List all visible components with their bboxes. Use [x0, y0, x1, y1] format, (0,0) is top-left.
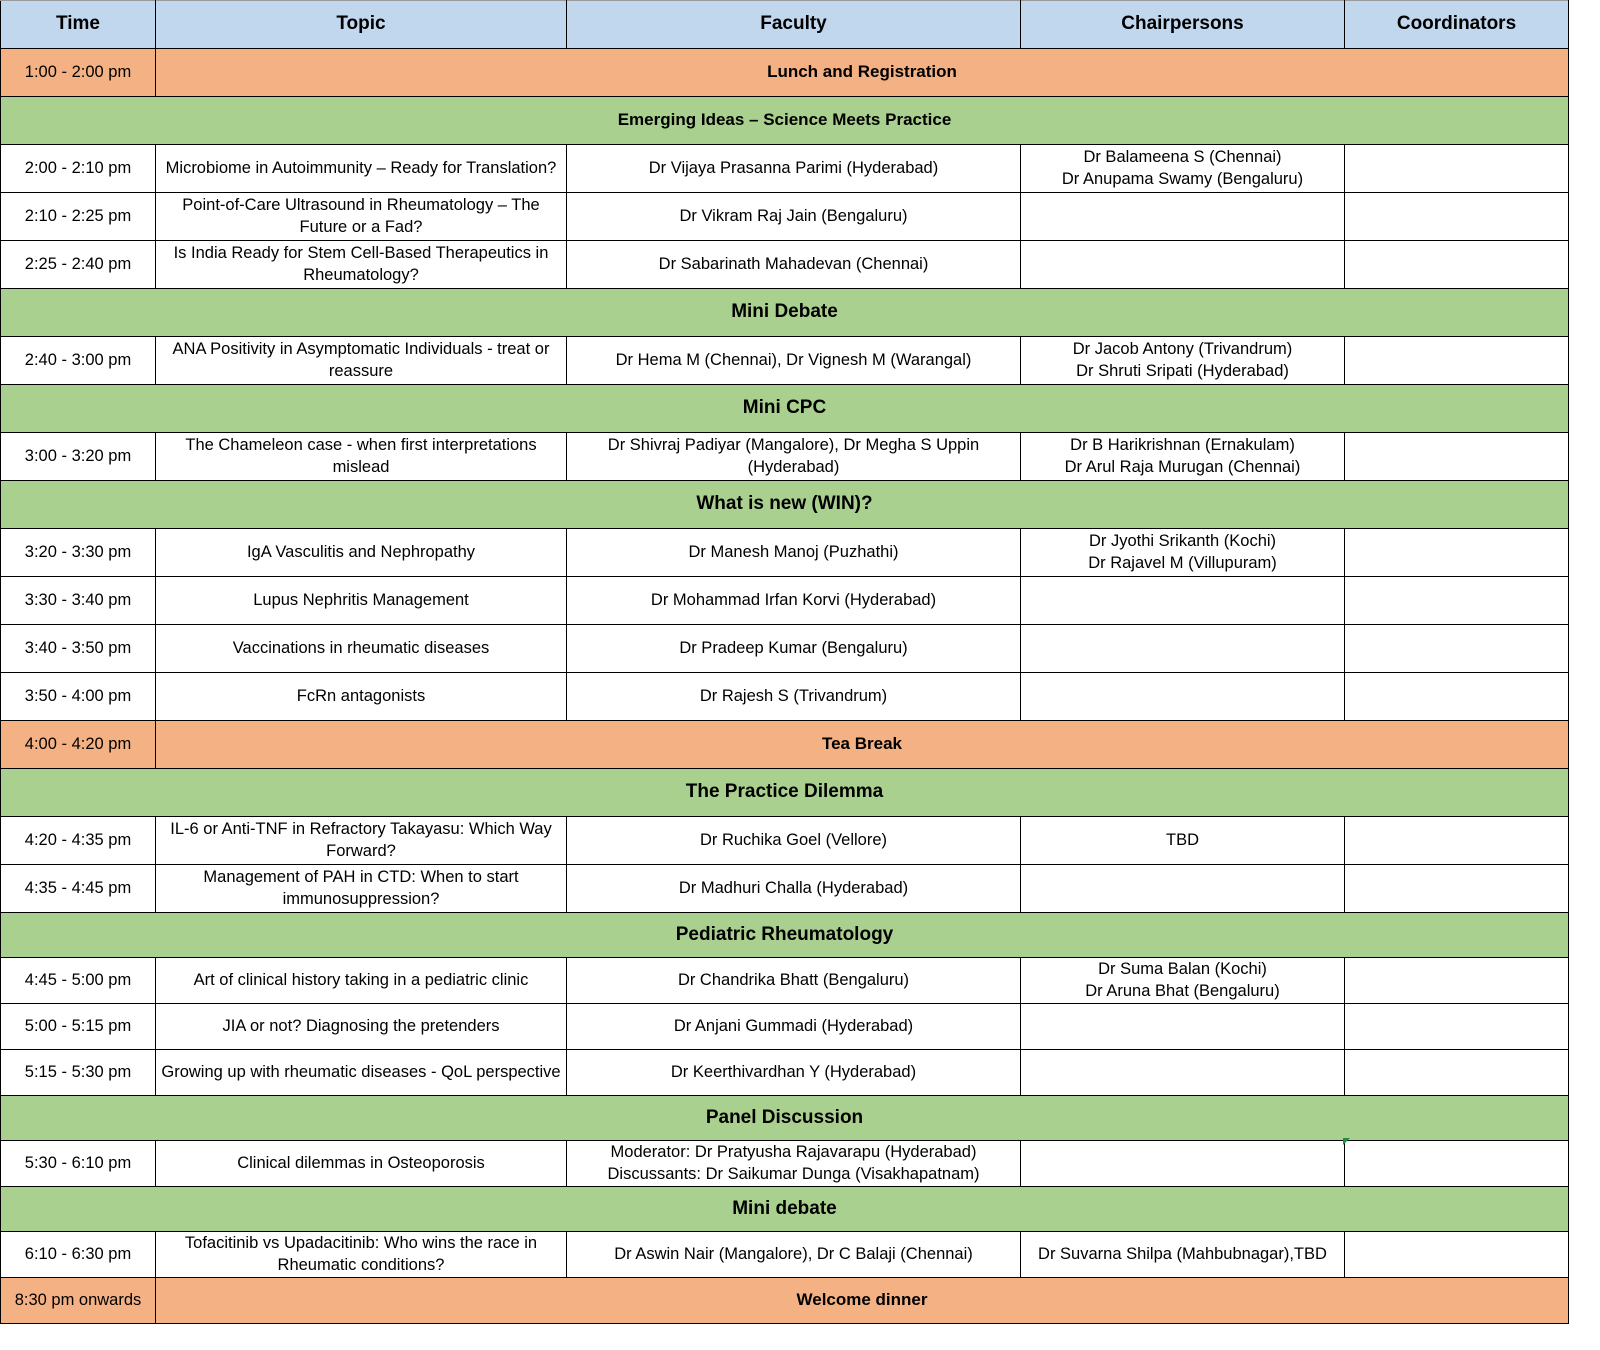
session-time: 3:00 - 3:20 pm: [1, 433, 156, 481]
faculty-line: Discussants: Dr Saikumar Dunga (Visakhapatnam): [607, 1164, 980, 1183]
break-row: [1, 1278, 1569, 1324]
session-row: [1, 625, 1569, 673]
session-row: [1, 1004, 1569, 1050]
session-faculty: Dr Keerthivardhan Y (Hyderabad): [567, 1050, 1021, 1096]
chairperson-name: Dr Arul Raja Murugan (Chennai): [1064, 457, 1301, 476]
header-faculty: Faculty: [567, 1, 1021, 49]
session-faculty: Dr Vijaya Prasanna Parimi (Hyderabad): [567, 145, 1021, 193]
session-coordinators: [1345, 1141, 1569, 1187]
session-chairpersons: [1021, 865, 1345, 913]
session-faculty: Dr Shivraj Padiyar (Mangalore), Dr Megha S Uppin (Hyderabad): [567, 433, 1021, 481]
session-faculty: Dr Sabarinath Mahadevan (Chennai): [567, 241, 1021, 289]
session-faculty: Dr Aswin Nair (Mangalore), Dr C Balaji (Chennai): [567, 1232, 1021, 1278]
session-faculty: Dr Vikram Raj Jain (Bengaluru): [567, 193, 1021, 241]
session-chairpersons: [1021, 1232, 1345, 1278]
session-time: 5:00 - 5:15 pm: [1, 1004, 156, 1050]
chairperson-name: Dr Anupama Swamy (Bengaluru): [1061, 169, 1304, 188]
session-row: [1, 193, 1569, 241]
session-coordinators: [1345, 1004, 1569, 1050]
session-row: [1, 433, 1569, 481]
session-row: [1, 1050, 1569, 1096]
cell-note-marker: [1343, 1138, 1350, 1145]
session-row: [1, 1232, 1569, 1278]
session-coordinators: [1345, 958, 1569, 1004]
break-row: [1, 49, 1569, 97]
section-row: [1, 385, 1569, 433]
section-title: Emerging Ideas – Science Meets Practice: [1, 97, 1569, 145]
session-chairpersons: [1021, 1141, 1345, 1187]
session-coordinators: [1345, 1232, 1569, 1278]
session-row: [1, 673, 1569, 721]
session-faculty: Dr Mohammad Irfan Korvi (Hyderabad): [567, 577, 1021, 625]
session-chairpersons: [1021, 193, 1345, 241]
session-faculty: Dr Anjani Gummadi (Hyderabad): [567, 1004, 1021, 1050]
section-row: [1, 913, 1569, 958]
header-row: [1, 1, 1569, 49]
session-time: 3:40 - 3:50 pm: [1, 625, 156, 673]
session-time: 5:30 - 6:10 pm: [1, 1141, 156, 1187]
session-time: 6:10 - 6:30 pm: [1, 1232, 156, 1278]
session-topic: Growing up with rheumatic diseases - QoL perspective: [156, 1050, 567, 1096]
session-row: [1, 337, 1569, 385]
session-time: 2:40 - 3:00 pm: [1, 337, 156, 385]
header-chairpersons: Chairpersons: [1021, 1, 1345, 49]
session-topic: Is India Ready for Stem Cell-Based Therapeutics in Rheumatology?: [156, 241, 567, 289]
session-coordinators: [1345, 433, 1569, 481]
break-time: 8:30 pm onwards: [1, 1278, 156, 1324]
chairperson-name: Dr B Harikrishnan (Ernakulam): [1070, 436, 1295, 455]
session-chairpersons: [1021, 577, 1345, 625]
section-row: [1, 481, 1569, 529]
session-topic: The Chameleon case - when first interpretations mislead: [156, 433, 567, 481]
session-row: [1, 1141, 1569, 1187]
chairperson-name: Dr Rajavel M (Villupuram): [1088, 553, 1277, 572]
session-time: 4:35 - 4:45 pm: [1, 865, 156, 913]
session-coordinators: [1345, 577, 1569, 625]
section-row: [1, 289, 1569, 337]
section-title: Mini CPC: [1, 385, 1569, 433]
faculty-line: Moderator: Dr Pratyusha Rajavarapu (Hyderabad): [610, 1143, 977, 1162]
session-topic: Clinical dilemmas in Osteoporosis: [156, 1141, 567, 1187]
session-coordinators: [1345, 865, 1569, 913]
session-coordinators: [1345, 145, 1569, 193]
section-title: Mini debate: [1, 1187, 1569, 1232]
session-topic: Tofacitinib vs Upadacitinib: Who wins the race in Rheumatic conditions?: [156, 1232, 567, 1278]
session-topic: Vaccinations in rheumatic diseases: [156, 625, 567, 673]
session-coordinators: [1345, 817, 1569, 865]
session-chairpersons: [1021, 958, 1345, 1004]
session-topic: ANA Positivity in Asymptomatic Individuals - treat or reassure: [156, 337, 567, 385]
session-chairpersons: [1021, 673, 1345, 721]
break-label: Welcome dinner: [156, 1278, 1569, 1324]
section-row: [1, 769, 1569, 817]
session-row: [1, 817, 1569, 865]
session-chairpersons: [1021, 241, 1345, 289]
session-coordinators: [1345, 529, 1569, 577]
chairperson-name: Dr Jacob Antony (Trivandrum): [1072, 340, 1293, 359]
session-chairpersons: [1021, 145, 1345, 193]
session-coordinators: [1345, 337, 1569, 385]
section-row: [1, 1187, 1569, 1232]
session-coordinators: [1345, 241, 1569, 289]
session-faculty: Dr Pradeep Kumar (Bengaluru): [567, 625, 1021, 673]
section-title: Mini Debate: [1, 289, 1569, 337]
session-coordinators: [1345, 1050, 1569, 1096]
session-time: 3:30 - 3:40 pm: [1, 577, 156, 625]
break-label: Tea Break: [156, 721, 1569, 769]
chairperson-name: Dr Jyothi Srikanth (Kochi): [1088, 532, 1277, 551]
session-faculty: Dr Chandrika Bhatt (Bengaluru): [567, 958, 1021, 1004]
session-time: 4:20 - 4:35 pm: [1, 817, 156, 865]
session-topic: Lupus Nephritis Management: [156, 577, 567, 625]
session-row: [1, 577, 1569, 625]
session-chairpersons: [1021, 337, 1345, 385]
chairperson-name: TBD: [1166, 830, 1199, 849]
session-chairpersons: [1021, 529, 1345, 577]
chairperson-name: Dr Suma Balan (Kochi): [1098, 960, 1267, 979]
session-time: 3:50 - 4:00 pm: [1, 673, 156, 721]
session-topic: Point-of-Care Ultrasound in Rheumatology – The Future or a Fad?: [156, 193, 567, 241]
section-title: What is new (WIN)?: [1, 481, 1569, 529]
schedule-body: [1, 49, 1569, 1324]
session-time: 4:45 - 5:00 pm: [1, 958, 156, 1004]
section-title: The Practice Dilemma: [1, 769, 1569, 817]
session-coordinators: [1345, 625, 1569, 673]
session-row: [1, 865, 1569, 913]
chairperson-name: Dr Balameena S (Chennai): [1083, 148, 1282, 167]
section-row: [1, 97, 1569, 145]
session-topic: JIA or not? Diagnosing the pretenders: [156, 1004, 567, 1050]
session-topic: Microbiome in Autoimmunity – Ready for Translation?: [156, 145, 567, 193]
session-topic: IgA Vasculitis and Nephropathy: [156, 529, 567, 577]
session-topic: Management of PAH in CTD: When to start immunosuppression?: [156, 865, 567, 913]
session-time: 2:25 - 2:40 pm: [1, 241, 156, 289]
session-chairpersons: [1021, 817, 1345, 865]
section-title: Pediatric Rheumatology: [1, 913, 1569, 958]
break-time: 1:00 - 2:00 pm: [1, 49, 156, 97]
session-row: [1, 958, 1569, 1004]
session-topic: FcRn antagonists: [156, 673, 567, 721]
session-row: [1, 529, 1569, 577]
session-row: [1, 145, 1569, 193]
session-faculty: Dr Manesh Manoj (Puzhathi): [567, 529, 1021, 577]
session-time: 3:20 - 3:30 pm: [1, 529, 156, 577]
break-time: 4:00 - 4:20 pm: [1, 721, 156, 769]
session-faculty: [567, 1141, 1021, 1187]
chairperson-name: Dr Aruna Bhat (Bengaluru): [1085, 981, 1280, 1000]
header-time: Time: [1, 1, 156, 49]
session-faculty: Dr Madhuri Challa (Hyderabad): [567, 865, 1021, 913]
session-topic: IL-6 or Anti-TNF in Refractory Takayasu: Which Way Forward?: [156, 817, 567, 865]
chairperson-name: Dr Shruti Sripati (Hyderabad): [1076, 361, 1289, 380]
chairperson-name: Dr Suvarna Shilpa (Mahbubnagar),TBD: [1038, 1244, 1327, 1263]
session-chairpersons: [1021, 433, 1345, 481]
session-time: 2:00 - 2:10 pm: [1, 145, 156, 193]
session-chairpersons: [1021, 1050, 1345, 1096]
header-topic: Topic: [156, 1, 567, 49]
session-coordinators: [1345, 193, 1569, 241]
break-label: Lunch and Registration: [156, 49, 1569, 97]
break-row: [1, 721, 1569, 769]
session-chairpersons: [1021, 1004, 1345, 1050]
session-faculty: Dr Rajesh S (Trivandrum): [567, 673, 1021, 721]
session-chairpersons: [1021, 625, 1345, 673]
header-coordinators: Coordinators: [1345, 1, 1569, 49]
session-coordinators: [1345, 673, 1569, 721]
session-faculty: Dr Ruchika Goel (Vellore): [567, 817, 1021, 865]
session-time: 5:15 - 5:30 pm: [1, 1050, 156, 1096]
section-row: [1, 1096, 1569, 1141]
section-title: Panel Discussion: [1, 1096, 1569, 1141]
session-topic: Art of clinical history taking in a pediatric clinic: [156, 958, 567, 1004]
session-row: [1, 241, 1569, 289]
session-faculty: Dr Hema M (Chennai), Dr Vignesh M (Warangal): [567, 337, 1021, 385]
session-time: 2:10 - 2:25 pm: [1, 193, 156, 241]
